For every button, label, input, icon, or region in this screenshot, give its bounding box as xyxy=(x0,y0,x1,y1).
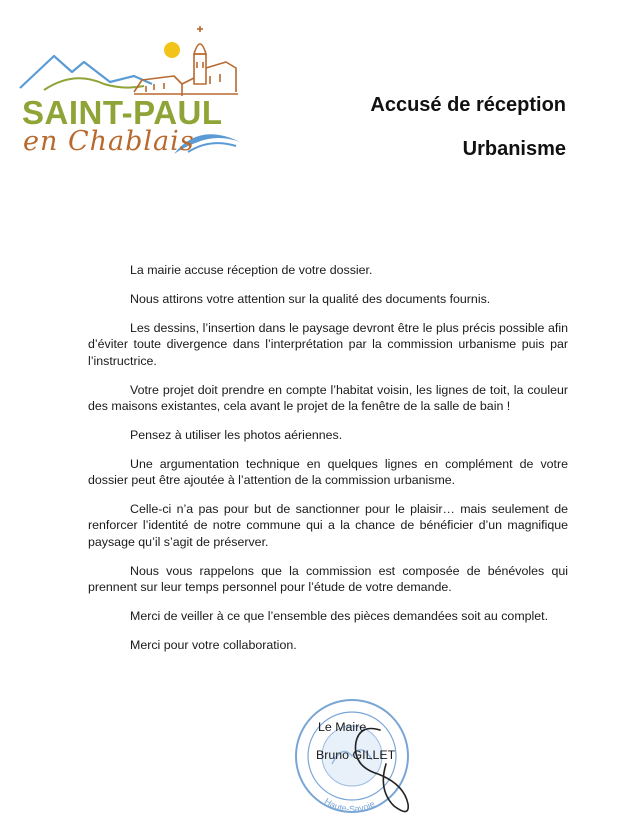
commune-logo xyxy=(14,26,246,166)
signatory-title: Le Maire xyxy=(318,720,367,734)
paragraph: Une argumentation technique en quelques lignes en complément de votre dossier peut être ajoutée à l’attention de la commission urbanisme. xyxy=(88,456,568,488)
paragraph: La mairie accuse réception de votre dossier. xyxy=(130,263,373,277)
document-header xyxy=(370,94,566,161)
document-subtitle: Urbanisme xyxy=(462,138,566,160)
paragraph: Votre projet doit prendre en compte l’habitat voisin, les lignes de toit, la couleur des maisons existantes, cela avant le projet de la fenêtre de la salle de bain ! xyxy=(88,382,568,413)
logo-hills xyxy=(44,78,144,90)
signatory-name: Bruno GILLET xyxy=(316,748,396,762)
logo-wave xyxy=(188,143,236,152)
paragraph: Nous vous rappelons que la commission est composée de bénévoles qui prennent sur leur temps personnel pour l’étude de votre demande. xyxy=(88,563,568,595)
logo-sun xyxy=(164,42,180,58)
paragraph: Merci de veiller à ce que l’ensemble des pièces demandées soit au complet. xyxy=(130,609,549,624)
svg-text:Haute-Savoie xyxy=(323,796,377,814)
logo-main-text: SAINT-PAUL xyxy=(22,94,223,131)
paragraph: Les dessins, l’insertion dans le paysage devront être le plus précis possible afin d’éviter toute divergence dans l’interprétation par la commission urbanisme puis par l’instructrice. xyxy=(88,320,568,368)
logo-sub-text: en Chablais xyxy=(23,126,195,157)
document-title: Accusé de réception xyxy=(370,94,566,116)
letter-body xyxy=(88,262,568,666)
stamp-text: Haute-Savoie xyxy=(322,796,377,815)
paragraph: Merci pour votre collaboration. xyxy=(130,638,297,652)
paragraph: Celle-ci n’a pas pour but de sanctionner pour le plaisir… mais seulement de renforcer l’identité de notre commune qui a la chance de bénéficier d’un magnifique paysage qu’il s’agit de préserver. xyxy=(88,502,568,549)
paragraph: Nous attirons votre attention sur la qualité des documents fournis. xyxy=(130,291,491,306)
logo-mountains xyxy=(20,56,152,88)
paragraph: Pensez à utiliser les photos aériennes. xyxy=(130,427,343,442)
logo-church xyxy=(134,26,238,96)
